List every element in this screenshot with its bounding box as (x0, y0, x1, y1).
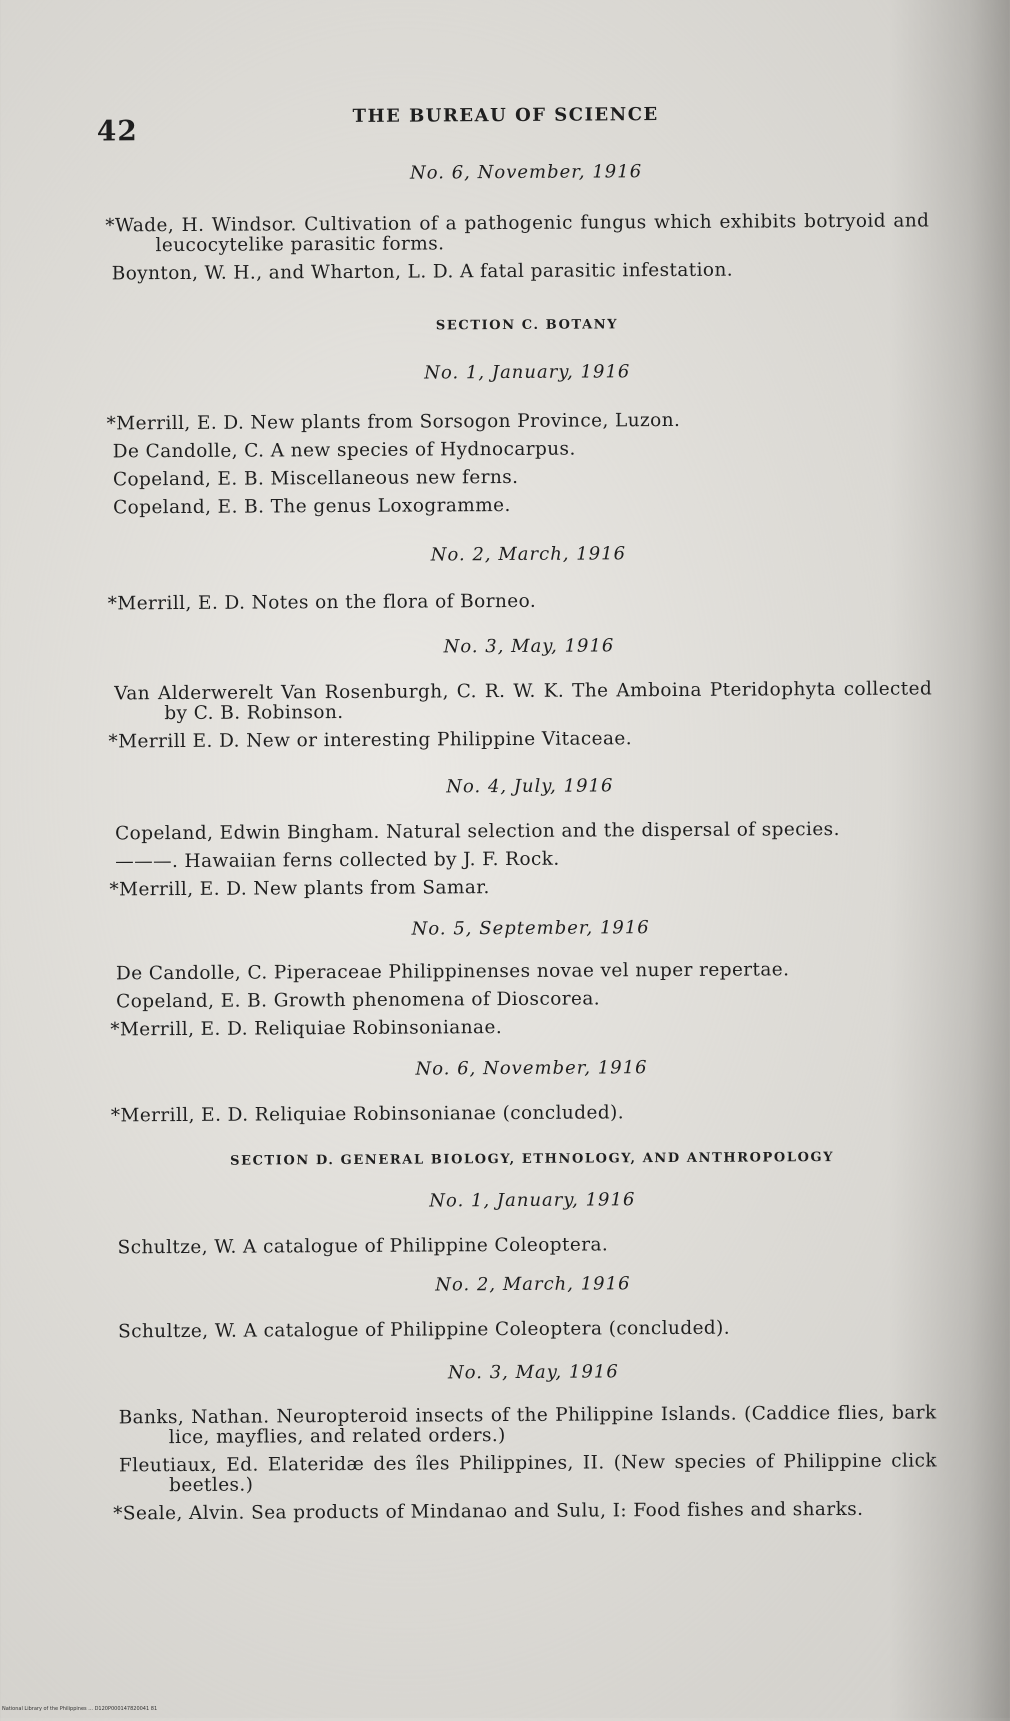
list-item: Boynton, W. H., and Wharton, L. D. A fatal parasitic infestation. (111, 259, 734, 285)
entry-list-b3 (107, 589, 932, 622)
list-item: Schultze, W. A catalogue of Philippine Coleoptera (concluded). (118, 1317, 731, 1343)
entry-list-b9 (118, 1317, 936, 1350)
entry-list-b2 (106, 409, 932, 526)
section-heading-d: SECTION D. GENERAL BIOLOGY, ETHNOLOGY, AND ANTHROPOLOGY (230, 1150, 835, 1169)
list-item: Copeland, Edwin Bingham. Natural selection and the dispersal of species. (115, 818, 840, 845)
entry-list-b10 (113, 1402, 938, 1532)
issue-heading-b6: No. 5, September, 1916 (411, 917, 650, 940)
list-item: *Wade, H. Windsor. Cultivation of a pathogenic fungus which exhibits botryoid and leucocytelike parasitic forms. (105, 210, 930, 257)
entry-list-b8 (118, 1233, 936, 1266)
issue-heading-b5: No. 4, July, 1916 (446, 775, 614, 798)
list-item: *Merrill, E. D. Notes on the flora of Borneo. (107, 590, 537, 615)
list-item: Copeland, E. B. Growth phenomena of Dioscorea. (116, 988, 601, 1013)
list-item: Copeland, E. B. The genus Loxogramme. (113, 494, 511, 519)
issue-heading-b1: No. 6, November, 1916 (409, 161, 643, 184)
list-item: *Merrill, E. D. Reliquiae Robinsonianae. (110, 1017, 503, 1041)
entry-list-b7 (110, 1101, 935, 1134)
list-item: Fleutiaux, Ed. Elateridæ des îles Philippines, II. (New species of Philippine click beetles.) (118, 1450, 937, 1497)
list-item: *Merrill, E. D. Reliquiae Robinsonianae (concluded). (110, 1102, 625, 1127)
list-item: De Candolle, C. A new species of Hydnocarpus. (112, 438, 576, 463)
issue-heading-b10: No. 3, May, 1916 (447, 1361, 619, 1384)
issue-heading-b2: No. 1, January, 1916 (424, 361, 631, 384)
list-item: *Merrill, E. D. New plants from Samar. (109, 877, 490, 901)
entry-list-b5 (109, 818, 933, 908)
scan-footer-mark: National Library of the Philippines ... D120P000147820041 81 (2, 1706, 158, 1712)
entry-list-b1 (105, 210, 930, 292)
list-item: Van Alderwerelt Van Rosenburgh, C. R. W. K. The Amboina Pteridophyta collected by C. B. Robinson. (114, 678, 933, 725)
issue-heading-b9: No. 2, March, 1916 (435, 1273, 631, 1296)
list-item: Banks, Nathan. Neuropteroid insects of the Philippine Islands. (Caddice flies, bark lice, mayflies, and related orders.) (118, 1402, 937, 1449)
list-item: Copeland, E. B. Miscellaneous new ferns. (112, 466, 519, 491)
list-item: ———. Hawaiian ferns collected by J. F. Rock. (115, 848, 560, 873)
list-item: *Merrill E. D. New or interesting Philippine Vitaceae. (108, 728, 633, 753)
issue-heading-b7: No. 6, November, 1916 (415, 1057, 648, 1080)
page-number: 42 (96, 114, 138, 148)
running-head: THE BUREAU OF SCIENCE (352, 104, 659, 127)
list-item: De Candolle, C. Piperaceae Philippinenses novae vel nuper repertae. (115, 959, 790, 985)
issue-heading-b8: No. 1, January, 1916 (429, 1189, 636, 1212)
list-item: Schultze, W. A catalogue of Philippine Coleoptera. (117, 1234, 609, 1259)
issue-heading-b3: No. 2, March, 1916 (430, 543, 627, 566)
list-item: *Seale, Alvin. Sea products of Mindanao and Sulu, I: Food fishes and sharks. (113, 1498, 864, 1525)
entry-list-b6 (110, 959, 934, 1048)
section-heading-c: SECTION C. BOTANY (435, 317, 619, 334)
list-item: *Merrill, E. D. New plants from Sorsogon Province, Luzon. (106, 409, 681, 435)
entry-list-b4 (108, 678, 933, 760)
issue-heading-b4: No. 3, May, 1916 (443, 635, 615, 658)
